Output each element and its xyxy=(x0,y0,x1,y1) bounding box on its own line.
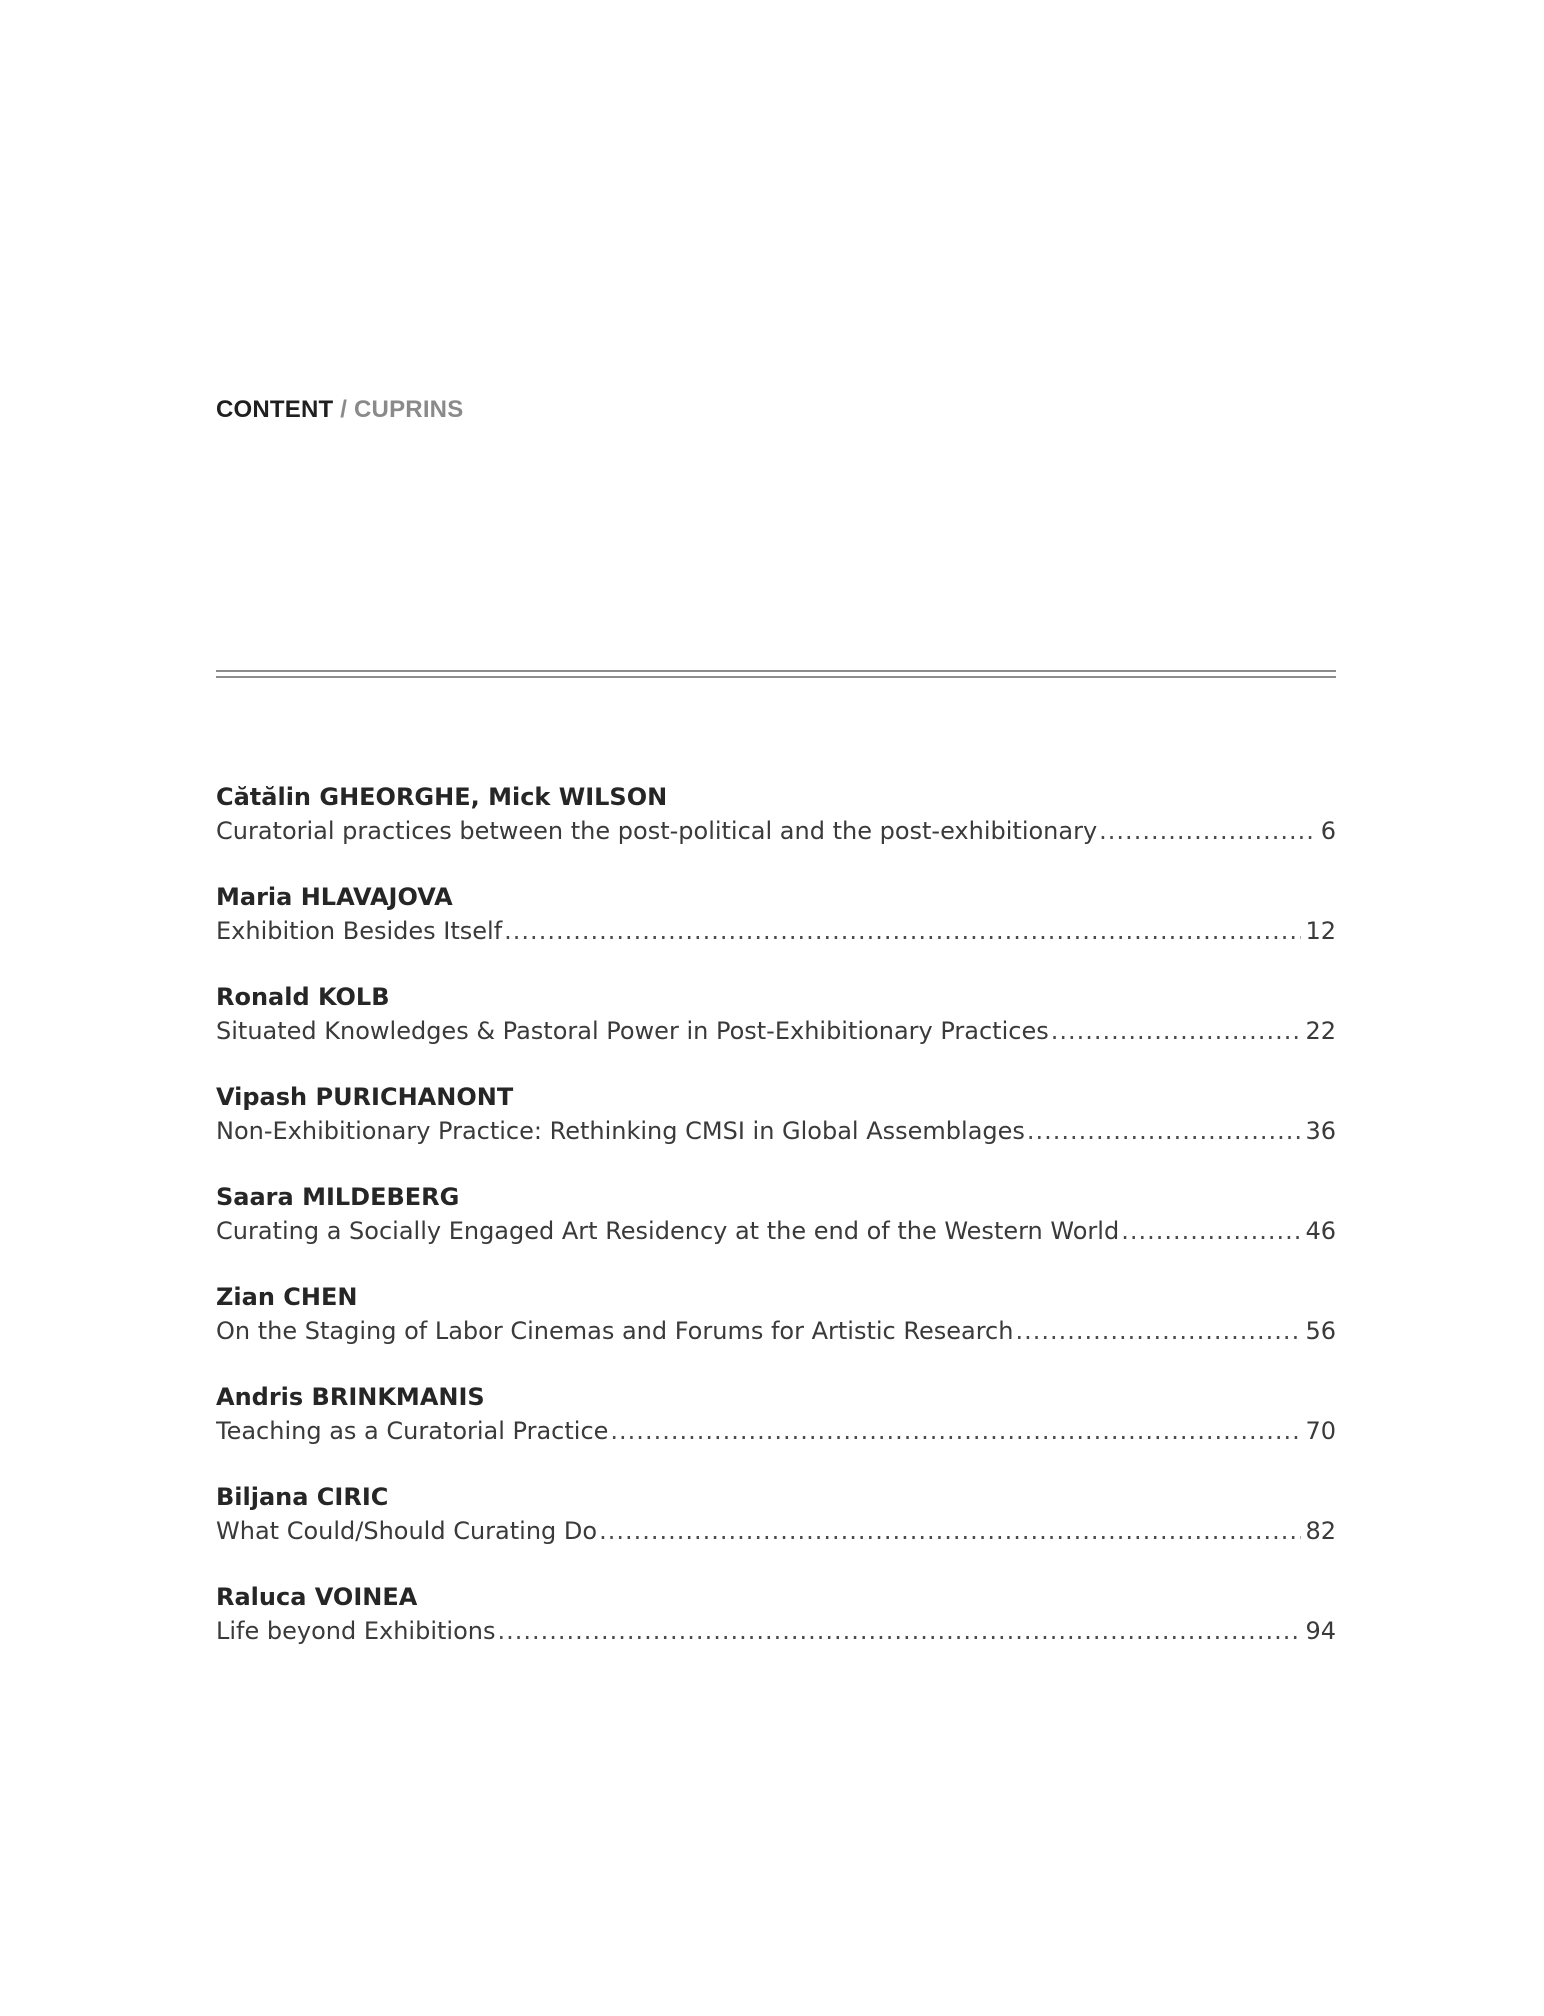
dot-leader xyxy=(610,1414,1301,1448)
heading-primary: CONTENT xyxy=(216,396,334,423)
entry-title: Teaching as a Curatorial Practice xyxy=(216,1417,609,1445)
toc-entry xyxy=(216,1480,1336,1580)
entry-page-number: 94 xyxy=(1305,1617,1336,1645)
toc-entry xyxy=(216,1080,1336,1180)
entry-line[interactable] xyxy=(216,1514,1336,1548)
divider-rule-bottom xyxy=(216,676,1336,678)
entry-author: Ronald KOLB xyxy=(216,983,390,1011)
entry-page-number: 46 xyxy=(1305,1217,1336,1245)
heading-secondary: CUPRINS xyxy=(354,396,464,423)
entry-page-number: 22 xyxy=(1305,1017,1336,1045)
entry-author: Andris BRINKMANIS xyxy=(216,1383,485,1411)
toc-entry xyxy=(216,780,1336,880)
dot-leader xyxy=(1051,1014,1302,1048)
entry-author: Cătălin GHEORGHE, Mick WILSON xyxy=(216,783,668,811)
toc-entry xyxy=(216,1380,1336,1480)
entry-line[interactable] xyxy=(216,1314,1336,1348)
entry-page-number: 70 xyxy=(1305,1417,1336,1445)
dot-leader xyxy=(504,914,1301,948)
entry-author: Zian CHEN xyxy=(216,1283,358,1311)
entry-page-number: 36 xyxy=(1305,1117,1336,1145)
entry-page-number: 56 xyxy=(1305,1317,1336,1345)
toc-entry xyxy=(216,1280,1336,1380)
entry-title: Exhibition Besides Itself xyxy=(216,917,503,945)
toc-entry xyxy=(216,980,1336,1080)
divider-rule-top xyxy=(216,670,1336,672)
entry-author: Saara MILDEBERG xyxy=(216,1183,460,1211)
entry-author: Maria HLAVAJOVA xyxy=(216,883,453,911)
dot-leader xyxy=(1027,1114,1302,1148)
entry-page-number: 6 xyxy=(1320,817,1336,845)
dot-leader xyxy=(1099,814,1317,848)
entry-title: Non-Exhibitionary Practice: Rethinking CMSI in Global Assemblages xyxy=(216,1117,1025,1145)
dot-leader xyxy=(599,1514,1301,1548)
page-heading xyxy=(216,396,463,424)
entry-page-number: 82 xyxy=(1305,1517,1336,1545)
entry-author: Raluca VOINEA xyxy=(216,1583,418,1611)
entry-page-number: 12 xyxy=(1305,917,1336,945)
entry-title: On the Staging of Labor Cinemas and Forums for Artistic Research xyxy=(216,1317,1014,1345)
entry-title: Situated Knowledges & Pastoral Power in Post-Exhibitionary Practices xyxy=(216,1017,1049,1045)
toc-entry xyxy=(216,1180,1336,1280)
entry-line[interactable] xyxy=(216,1214,1336,1248)
entry-title: Life beyond Exhibitions xyxy=(216,1617,496,1645)
entry-title: Curatorial practices between the post-political and the post-exhibitionary xyxy=(216,817,1098,845)
entry-title: Curating a Socially Engaged Art Residency at the end of the Western World xyxy=(216,1217,1120,1245)
entry-line[interactable] xyxy=(216,1114,1336,1148)
toc-entry xyxy=(216,880,1336,980)
dot-leader xyxy=(1121,1214,1301,1248)
heading-separator: / xyxy=(333,396,355,423)
table-of-contents xyxy=(216,780,1336,1680)
entry-line[interactable] xyxy=(216,1014,1336,1048)
entry-line[interactable] xyxy=(216,1614,1336,1648)
dot-leader xyxy=(497,1614,1301,1648)
entry-line[interactable] xyxy=(216,1414,1336,1448)
entry-line[interactable] xyxy=(216,914,1336,948)
entry-author: Biljana CIRIC xyxy=(216,1483,389,1511)
entry-line[interactable] xyxy=(216,814,1336,848)
entry-author: Vipash PURICHANONT xyxy=(216,1083,514,1111)
dot-leader xyxy=(1015,1314,1301,1348)
entry-title: What Could/Should Curating Do xyxy=(216,1517,598,1545)
toc-entry xyxy=(216,1580,1336,1680)
